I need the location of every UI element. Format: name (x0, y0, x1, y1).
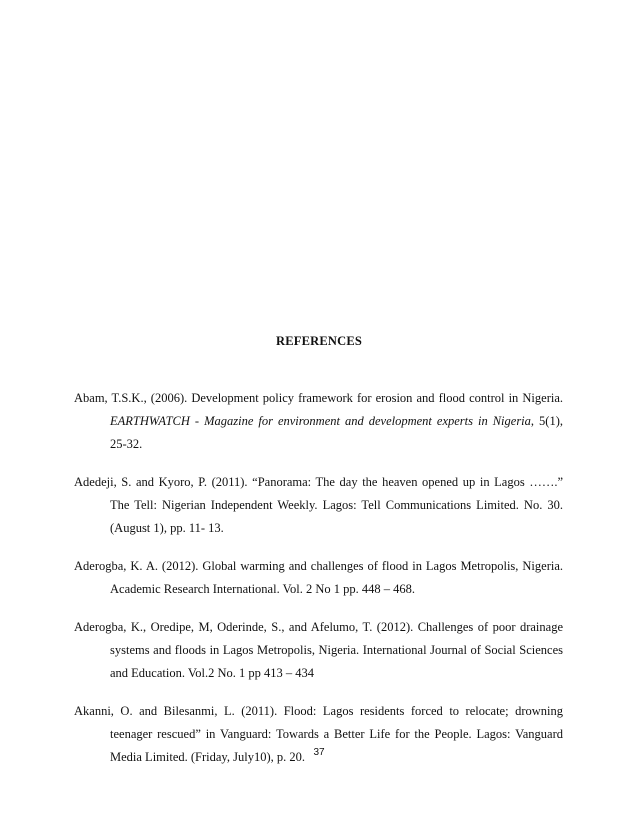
reference-text: Aderogba, K. A. (2012). Global warming and challenges of flood in Lagos Metropolis, Nigeria. Academic Research International. Vol. 2 No 1 pp. 448 – 468. (74, 558, 563, 596)
reference-italic-title: EARTHWATCH - Magazine for environment and development experts in Nigeria (110, 413, 531, 428)
reference-text: Aderogba, K., Oredipe, M, Oderinde, S., and Afelumo, T. (2012). Challenges of poor drainage systems and floods in Lagos Metropolis, Nigeria. International Journal of Social Sciences and Education. Vol.2 No. 1 pp 413 – 434 (74, 619, 563, 680)
reference-text-tail: , 5(1), 25-32. (110, 413, 563, 451)
page-number: 37 (313, 747, 325, 758)
reference-entry-aderogba-2012a (74, 555, 563, 601)
reference-text: Abam, T.S.K., (2006). Development policy framework for erosion and flood control in Nigeria. (74, 390, 563, 405)
reference-entry-aderogba-2012b (74, 616, 563, 685)
reference-entry-abam (74, 387, 563, 456)
reference-entry-adedeji (74, 471, 563, 540)
reference-list (74, 374, 563, 784)
references-heading: REFERENCES (275, 334, 363, 348)
reference-entry-akanni (74, 700, 563, 769)
reference-text: Adedeji, S. and Kyoro, P. (2011). “Panorama: The day the heaven opened up in Lagos …….” The Tell: Nigerian Independent Weekly. Lagos: Tell Communications Limited. No. 30. (August 1), pp. 11- 13. (74, 474, 563, 535)
reference-text: Akanni, O. and Bilesanmi, L. (2011). Flood: Lagos residents forced to relocate; drowning teenager rescued” in Vanguard: Towards a Better Life for the People. Lagos: Vanguard Media Limited. (Friday, July10), p. 20. (74, 703, 563, 764)
